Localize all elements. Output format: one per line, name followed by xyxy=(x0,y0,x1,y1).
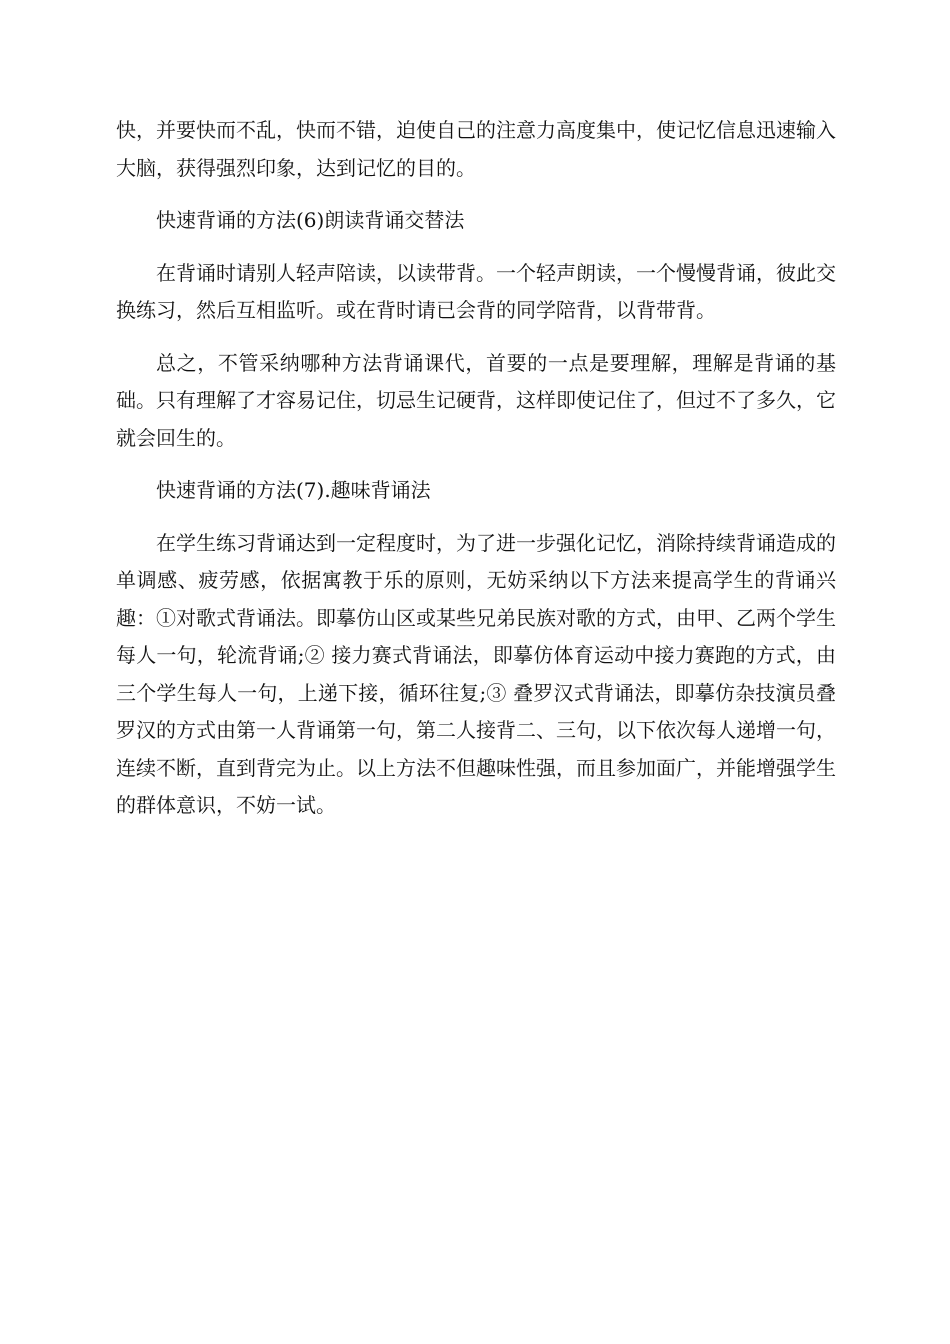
section-heading-method-6: 快速背诵的方法(6)朗读背诵交替法 xyxy=(156,208,465,232)
paragraph-summary: 总之，不管采纳哪种方法背诵课代，首要的一点是要理解，理解是背诵的基础。只有理解了才容易记住，切忌生记硬背，这样即使记住了，但过不了多久，它就会回生的。 xyxy=(116,350,836,450)
document-page xyxy=(116,112,836,825)
paragraph-continuation: 快，并要快而不乱，快而不错，迫使自己的注意力高度集中，使记忆信息迅速输入大脑，获得强烈印象，达到记忆的目的。 xyxy=(116,118,836,180)
paragraph-method-7-body: 在学生练习背诵达到一定程度时，为了进一步强化记忆，消除持续背诵造成的单调感、疲劳感，依据寓教于乐的原则，无妨采纳以下方法来提高学生的背诵兴趣：①对歌式背诵法。即摹仿山区或某些兄弟民族对歌的方式，由甲、乙两个学生每人一句，轮流背诵;② 接力赛式背诵法，即摹仿体育运动中接力赛跑的方式，由三个学生每人一句，上递下接，循环往复;③ 叠罗汉式背诵法，即摹仿杂技演员叠罗汉的方式由第一人背诵第一句，第二人接背二、三句，以下依次每人递增一句，连续不断，直到背完为止。以上方法不但趣味性强，而且参加面广，并能增强学生的群体意识，不妨一试。 xyxy=(116,530,836,817)
paragraph-method-6-body: 在背诵时请别人轻声陪读，以读带背。一个轻声朗读，一个慢慢背诵，彼此交换练习，然后互相监听。或在背时请已会背的同学陪背，以背带背。 xyxy=(116,260,836,322)
section-heading-method-7: 快速背诵的方法(7).趣味背诵法 xyxy=(156,478,431,502)
